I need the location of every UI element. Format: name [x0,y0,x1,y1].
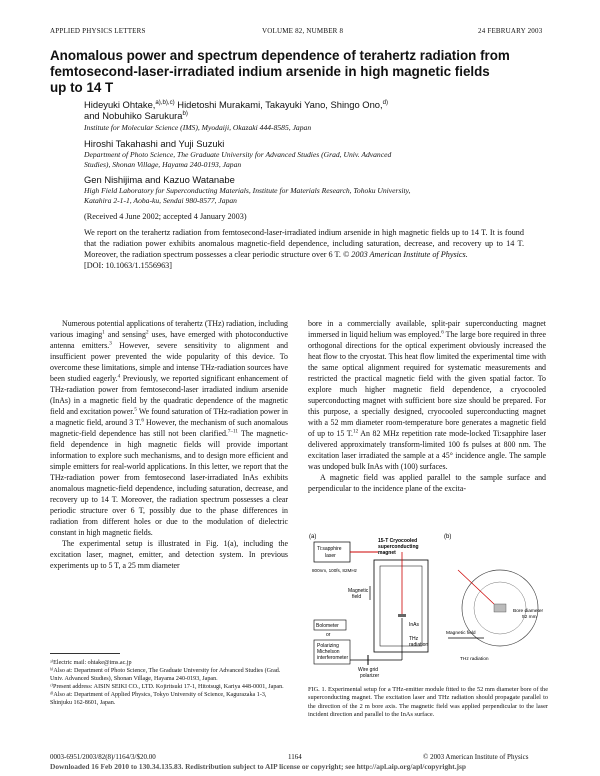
paragraph: A magnetic field was applied parallel to the sample surface and perpendicular to the incidence plane of the excita- [308,473,546,493]
caption-label: FIG. 1. [308,686,327,693]
or-label: or [326,632,331,638]
bore-label: 52 mm [522,615,537,620]
thz-label: radiation [409,642,429,648]
field-label: Magnetic [348,588,369,594]
author-footnote-mark[interactable]: b) [182,109,188,117]
volume-number: VOLUME 82, NUMBER 8 [262,27,344,35]
footnote-rule [50,653,120,654]
title-line: Anomalous power and spectrum dependence of terahertz radiation from [50,48,510,63]
author-name: and Nobuhiko Sarukura [84,110,183,121]
paper-title [50,48,570,96]
citation[interactable]: 5 [134,406,137,413]
paragraph: The experimental setup is illustrated in Fig. 1(a), including the excitation laser, magnet, emitter, and detection system. In previous experiments up to 5 T, a 25 mm diameter [50,539,288,570]
b-field-label: Magnetic field [446,631,476,636]
affiliation [84,150,524,170]
footnote: ᵇ⁾Also at: Department of Photo Science, The Graduate University for Advanced Studies (Grad. Univ. Advanced Studies), Shonan Village, Hayama 240-0193, Japan. [50,668,281,682]
affiliation-line: Department of Photo Science, The Graduate University for Advanced Studies (Grad, Univ. Advanced [84,150,392,159]
citation[interactable]: 7–11 [227,428,238,435]
laser-specs: 800nm, 100fs, 82MHz [312,568,357,573]
bolometer-label: Bolometer [316,623,339,629]
download-notice[interactable]: Downloaded 16 Feb 2010 to 130.34.135.83. Redistribution subject to AIP license or copyright; see http://apl.aip.org/apl/copyright.jsp [50,762,467,771]
citation[interactable]: 2 [145,329,149,336]
caption-text: Experimental setup for a THz-emitter module fitted to the 52 mm diameter bore of the superconducting magnet. The excitation laser and THz radiation should propagate parallel to the direction of the 2 m bore axis. The magnetic field was applied perpendicular to the laser incident direction and parallel to the InAs surface. [308,686,548,718]
footer-copyright: © 2003 American Institute of Physics [423,753,529,761]
left-column [50,318,288,571]
journal-name: APPLIED PHYSICS LETTERS [50,27,146,35]
title-line: femtosecond-laser-irradiated indium arsenide in high magnetic fields [50,64,490,79]
magnet-label: superconducting [378,544,419,550]
magnet-body [374,560,428,652]
footnote: ᵃ⁾Electric mail: ohtake@ims.ac.jp [50,660,132,666]
figure-caption [308,686,548,719]
figure-1-setup-diagram [308,530,548,680]
field-label: field [352,594,362,600]
interferometer-label: Polarizing [317,643,339,649]
affiliation-line: High Field Laboratory for Superconducting Materials, Institute for Materials Research, Tohoku University, [84,186,411,195]
author-footnote-mark[interactable]: d) [382,98,389,106]
page-number: 1164 [288,753,302,761]
abstract-copyright: © 2003 American Institute of Physics. [343,250,468,260]
received-dates: (Received 4 June 2002; accepted 4 January 2003) [84,212,247,221]
affiliation-line: Studies), Shonan Village, Hayama 240-0193, Japan [84,160,242,169]
author-footnote-mark[interactable]: a),b),c) [155,98,175,106]
paragraph: Numerous potential applications of terahertz (THz) radiation, including various imaging$^1$ and sensing$^2$ uses, have emerged with photoconductive antenna emitters.$^3$ However, severe sensitivity to alignment and insufficient power prevented the wide popularity of this device. To overcome these limitations, simple and intense THz-radiation sources have been studied eagerly.$^4$ Previously, we reported significant enhancement of THz-radiation power from femtosecond-laser irradiated indium arsenide (InAs) in a magnetic field by the quadratic dependence of the magnetic field and excitation power.$^5$ We found saturation of THz-radiation power in a magnetic field, around 3 T.$^6$ However, the mechanism of such anomalous magnetic-field dependence has still not been clarified.$^{7-11}$ The magnetic-field dependence in high magnetic fields will provide important information to explore such mechanisms, and to design more efficient and simple emitters for real-world applications. In this letter, we report that the THz-radiation power from femtosecond laser-irradiated InAs exhibits anomalous magnetic-field dependence, including saturation, decrease, and recovery up to 14 T. Moreover, the radiation spectrum possesses a clear periodic structure over 6 T, possibly due to the phase differences in radiation from different holes or due to the modulation of dielectric constant in high magnetic fields. [50,319,289,537]
issue-date: 24 FEBRUARY 2003 [478,27,543,35]
right-column [308,318,546,494]
bore-label: Bore diameter [513,609,544,614]
abstract-text: We report on the terahertz radiation from femtosecond-laser-irradiated indium arsenide in high magnetic fields up to 14 T. It is found that the radiation power exhibits anomalous magnetic-field dependence, including saturation, decrease, and recovery up to 14 T. Moreover, the radiation spectrum possesses a clear periodic structure over 6 T. [84,228,524,260]
author-list: Hiroshi Takahashi and Yuji Suzuki [84,138,225,149]
interferometer-label: interferometer [317,655,349,661]
abstract [84,227,524,271]
polarizer-label: polarizer [360,673,380,679]
footer-issn: 0003-6951/2003/82(8)/1164/3/$20.00 [50,753,156,761]
author-list: Gen Nishijima and Kazuo Watanabe [84,174,235,185]
panel-label-b: (b) [444,534,452,540]
footnote: ᶜ⁾Present address: AISIN SEIKI CO., LTD. Kojiritsuki 17-1, Hitotsugi, Kariya 448-0001, Japan. [50,684,284,690]
polarizer-label: Wire grid [358,667,379,673]
laser-label: Ti:sapphire [317,546,342,552]
citation[interactable]: 6 [441,329,444,336]
footnote: ᵈ⁾Also at: Department of Applied Physics, Tokyo University of Science, Kagurazaka 1-3, Shinjuku 162-8601, Japan. [50,692,267,706]
laser-box [314,542,350,562]
affiliation-line: Katahira 2-1-1, Aoba-ku, Sendai 980-8577, Japan [84,196,237,205]
doi-link[interactable]: [DOI: 10.1063/1.1556963] [84,261,173,271]
author-list [84,99,388,121]
citation[interactable]: 1 [102,329,105,336]
b-thz-label: THz radiation [460,657,489,662]
author-name: Hidetoshi Murakami, Takayuki Yano, Shingo Ono, [174,99,383,110]
magnet-label: 15-T Cryocooled [378,538,418,544]
citation[interactable]: 12 [353,428,359,435]
emitter-module [494,604,506,612]
citation[interactable]: 3 [109,340,112,347]
panel-label-a: (a) [309,534,317,540]
magnet-bore [380,566,422,646]
title-line: up to 14 T [50,80,114,95]
affiliation: Institute for Molecular Science (IMS), Myodaiji, Okazaki 444-8585, Japan [84,123,312,132]
interferometer-label: Michelson [317,649,340,655]
laser-label: laser [325,553,336,559]
inas-label: InAs [409,622,420,628]
paragraph: bore in a commercially available, split-pair superconducting magnet immersed in liquid helium was employed.$^6$ The large bore required in three orthogonal directions for the optical experiment obviously increased the heat flow to the cryostat. This heat flow limited the experimental time with the same optical alignment required for systematic measurements and restricted the practical magnetic field with the given spatial factor. To explore much higher magnetic field dependence, a cryocooled superconducting magnet with sufficient bore size should be prepared. For this purpose, a specially designed, cryocooled superconducting magnet with a 52 mm diameter room-temperature bore generates a magnetic field of up to 15 T.$^{12}$ An 82 MHz repetition rate mode-locked Ti:sapphire laser delivered approximately transform-limited 100 fs pulses at 800 nm. The excitation laser irradiated the sample at a 45° incidence angle. The sample was undoped bulk InAs with (100) surfaces. [308,319,546,471]
affiliation [84,186,524,206]
magnet-label: magnet [378,550,396,556]
author-name: Hideyuki Ohtake, [84,99,156,110]
citation[interactable]: 6 [141,417,144,424]
inas-sample [398,614,406,617]
footnotes [50,659,288,707]
thz-label: THz [409,636,419,642]
citation[interactable]: 4 [117,373,121,380]
